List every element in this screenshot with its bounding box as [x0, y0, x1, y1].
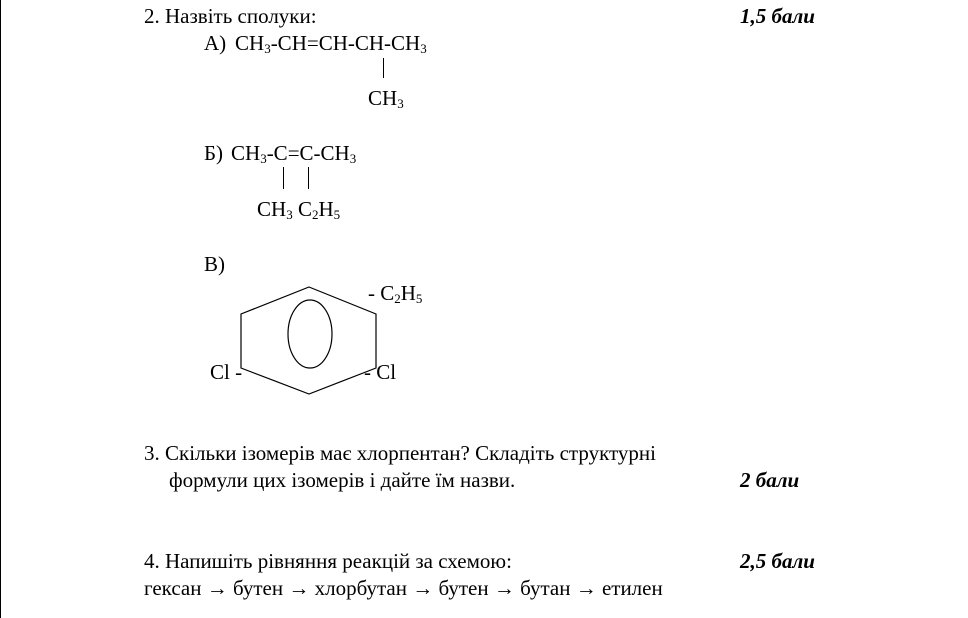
question-3-points: 2 бали [740, 468, 800, 492]
question-2-points: 1,5 бали [740, 4, 815, 28]
question-3-line-2: формули цих ізомерів і дайте їм назви. [169, 468, 516, 492]
compound-b-chain: $CH_3-C=C-CH_3$ [231, 141, 357, 166]
question-4-line-1: 4. Напишіть рівняння реакцій за схемою: [144, 549, 512, 573]
benzene-aromatic-circle [288, 300, 332, 368]
compound-a-substituent: $CH_3$ [368, 86, 404, 111]
compound-a-chain: $CH_3-CH=CH-CH-CH_3$ [235, 31, 427, 56]
question-4-points: 2,5 бали [740, 549, 815, 573]
compound-c-chlorine-right: - Cl [364, 360, 397, 384]
compound-c-label: В) [204, 252, 225, 276]
compound-c-chlorine-left: Cl - [210, 360, 243, 384]
compound-b-label: Б) [204, 141, 224, 165]
question-2-title: 2. Назвіть сполуки: [144, 4, 317, 28]
compound-a-label: А) [204, 31, 227, 55]
question-4-scheme: гексан → бутен → хлорбутан → бутен → бутан → етилен [144, 576, 663, 600]
question-3-line-1: 3. Скільки ізомерів має хлорпентан? Складіть структурні [144, 441, 656, 465]
compound-b-substituents: $CH_3$ $C_2H_5$ [257, 197, 341, 222]
compound-c-ethyl: - $C_2H_5$ [368, 281, 423, 306]
benzene-hexagon [241, 287, 376, 394]
